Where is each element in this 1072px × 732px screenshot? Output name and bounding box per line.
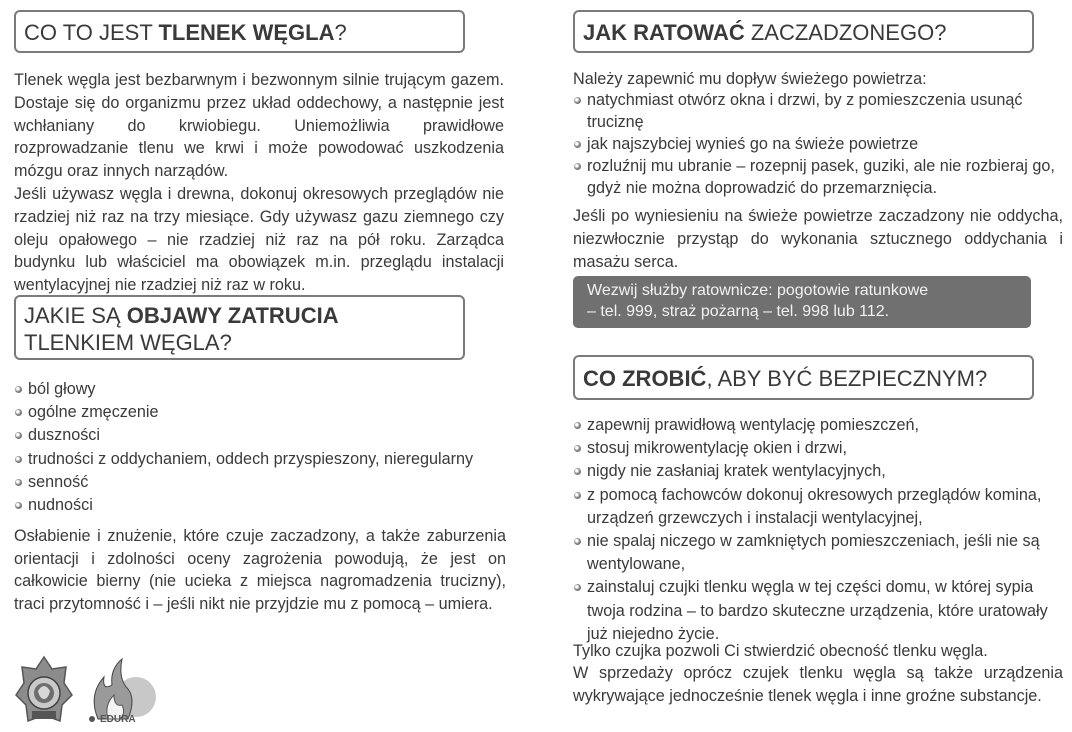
list-item: rozluźnij mu ubranie – rozepnij pasek, guziki, ale nie rozbieraj go, gdyż nie można doprowadzić do przemarznięcia. — [573, 155, 1061, 199]
symptoms-list — [14, 378, 514, 517]
logo-text: EDURA — [100, 714, 136, 725]
rescue-intro: Należy zapewnić mu dopływ świeżego powietrza: — [573, 70, 927, 88]
detector-paragraph: W sprzedaży oprócz czujek tlenku węgla są także urządzenia wykrywające jednocześnie tlenek węgla i inne groźne substancje. — [573, 664, 1063, 705]
list-item: z pomocą fachowców dokonuj okresowych przeglądów komina, urządzeń grzewczych i instalacji wentylacyjnej, — [573, 484, 1055, 530]
list-item: nie spalaj niczego w zamkniętych pomieszczeniach, jeśli nie są wentylowane, — [573, 530, 1055, 576]
heading-bold-text: JAK RATOWAĆ — [583, 20, 745, 45]
list-item: duszności — [14, 424, 514, 447]
callout-line: – tel. 999, straż pożarną – tel. 998 lub 112. — [587, 303, 890, 320]
list-item: zapewnij prawidłową wentylację pomieszczeń, — [573, 414, 1055, 437]
detector-line: Tylko czujka pozwoli Ci stwierdzić obecność tlenku węgla. — [573, 642, 988, 660]
heading-text: JAKIE SĄ — [24, 303, 127, 328]
heading-how-to-rescue — [573, 10, 1034, 53]
rescue-steps-list — [573, 89, 1061, 199]
heading-what-is-co — [14, 10, 465, 53]
emergency-callout — [573, 276, 1031, 328]
rescue-paragraph: Jeśli po wyniesieniu na świeże powietrze zaczadzony nie oddycha, niezwłocznie przystąp do wykonania sztucznego oddychania i masażu serca. — [573, 207, 1063, 271]
inspection-paragraph: Jeśli używasz węgla i drewna, dokonuj okresowych przeglądów nie rzadziej niż raz na trzy miesiące. Gdy używasz gazu ziemnego czy oleju opałowego – nie rzadziej niż raz na pół roku. Zarządca budynku lub właściciel ma obowiązek m.in. przeglądu instalacji wentylacyjnej nie rzadziej niż raz w roku. — [14, 184, 504, 295]
heading-text: ZACZADZONEGO? — [744, 20, 947, 45]
intro-paragraph: Tlenek węgla jest bezbarwnym i bezwonnym silnie trującym gazem. Dostaje się do organizmu przez układ oddechowy, a następnie jest wchłaniany do krwiobiegu. Uniemożliwia prawidłowe rozprowadzanie tlenu we krwi i może powodować uszkodzenia mózgu oraz innych narządów. — [14, 71, 504, 181]
safety-tips-list — [573, 414, 1055, 646]
symptoms-paragraph: Osłabienie i znużenie, które czuje zaczadzony, a także zaburzenia orientacji i zdolności oceny zagrożenia powodują, że jest on całkowicie bierny (nie ucieka z miejsca nagromadzenia trucizny), traci przytomność i – jeśli nikt nie przyjdzie mu z pomocą – umiera. — [14, 527, 506, 613]
fire-brigade-logo — [14, 655, 74, 727]
heading-line2: TLENKIEM WĘGLA? — [24, 330, 232, 355]
list-item: jak najszybciej wynieś go na świeże powietrze — [573, 133, 1061, 155]
callout-line: Wezwij służby ratownicze: pogotowie ratunkowe — [587, 282, 929, 299]
heading-text: CO TO JEST — [24, 20, 159, 45]
heading-text: , ABY BYĆ BEZPIECZNYM? — [706, 366, 988, 391]
list-item: nigdy nie zasłaniaj kratek wentylacyjnych, — [573, 460, 1055, 483]
heading-how-to-be-safe — [573, 355, 1034, 400]
list-item: nudności — [14, 494, 514, 517]
list-item: stosuj mikrowentylację okien i drzwi, — [573, 437, 1055, 460]
list-item: natychmiast otwórz okna i drzwi, by z pomieszczenia usunąć truciznę — [573, 89, 1061, 133]
list-item: zainstaluj czujki tlenku węgla w tej części domu, w której sypia twoja rodzina – to bardzo skuteczne urządzenia, które uratowały już niejedno życie. — [573, 576, 1055, 646]
heading-bold-text: TLENEK WĘGLA — [158, 20, 335, 45]
heading-bold-text: CO ZROBIĆ — [583, 366, 707, 391]
list-item: ogólne zmęczenie — [14, 401, 514, 424]
list-item: ból głowy — [14, 378, 514, 401]
list-item: trudności z oddychaniem, oddech przyspieszony, nieregularny — [14, 448, 514, 471]
list-item: senność — [14, 471, 514, 494]
heading-symptoms — [14, 295, 465, 360]
heading-bold-text: OBJAWY ZATRUCIA — [126, 303, 339, 328]
heading-tail: ? — [334, 20, 347, 45]
logos — [14, 655, 164, 727]
